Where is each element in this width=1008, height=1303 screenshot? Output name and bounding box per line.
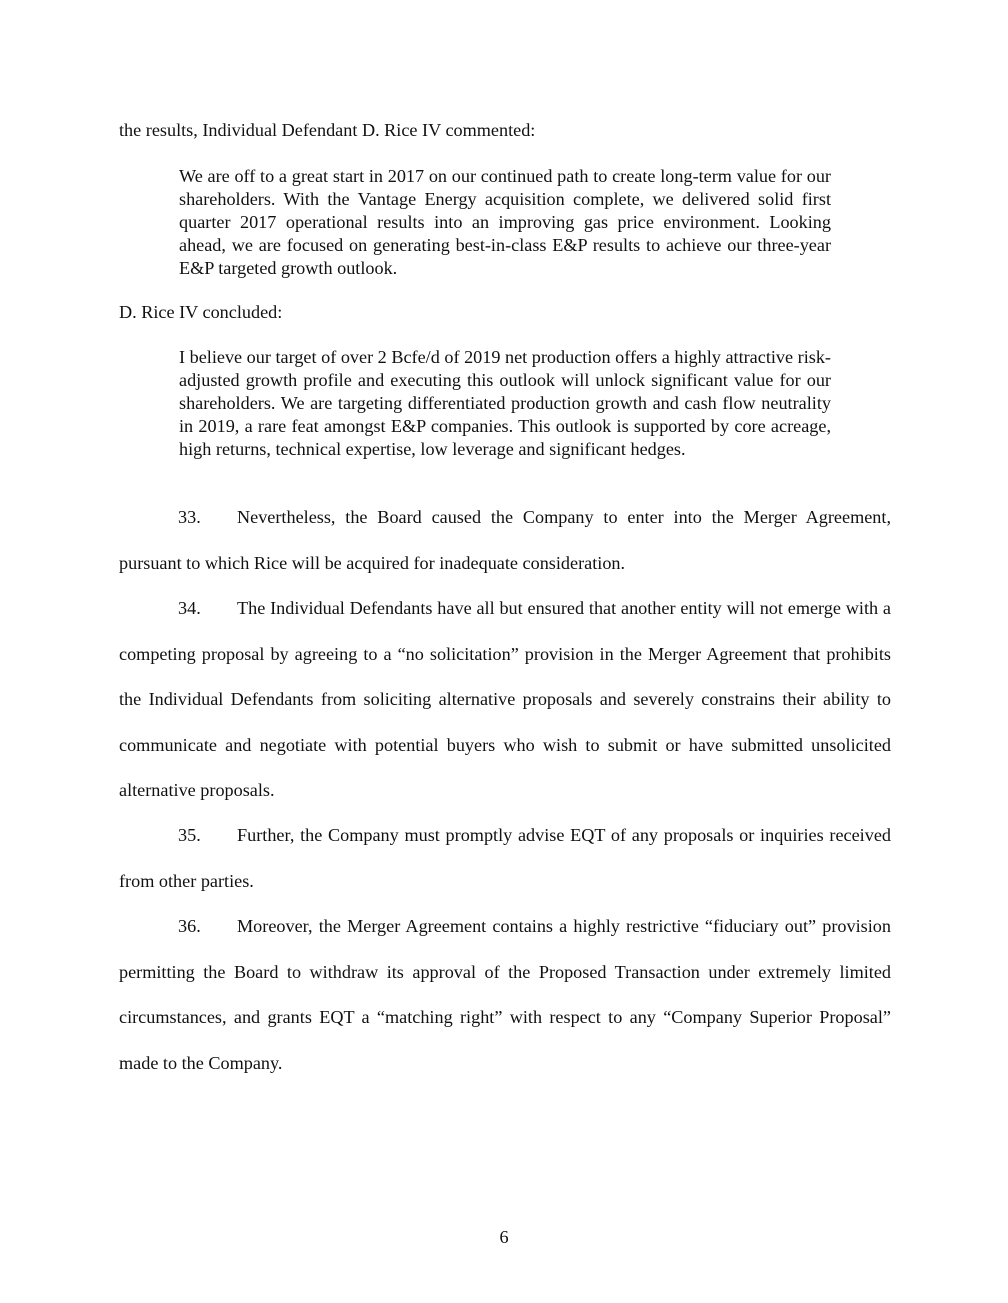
paragraph-36 [119, 904, 891, 1086]
block-quote-1: We are off to a great start in 2017 on our continued path to create long-term value for our shareholders. With the Vantage Energy acquisition complete, we delivered solid first quarter 2017 operational results into an improving gas price environment. Looking ahead, we are focused on generating best-in-class E&P results to achieve our three-year E&P targeted growth outlook. [179, 166, 831, 278]
paragraph-33 [119, 495, 891, 586]
paragraph-number: 35. [178, 825, 201, 845]
page-number: 6 [499, 1227, 509, 1247]
paragraph-number: 33. [178, 507, 201, 527]
paragraph-text: Further, the Company must promptly advise EQT of any proposals or inquiries received from other parties. [119, 825, 891, 891]
concluded-line: D. Rice IV concluded: [119, 302, 283, 322]
paragraph-text: Nevertheless, the Board caused the Company to enter into the Merger Agreement, pursuant to which Rice will be acquired for inadequate consideration. [119, 507, 891, 573]
block-quote-2: I believe our target of over 2 Bcfe/d of 2019 net production offers a highly attractive risk-adjusted growth profile and executing this outlook will unlock significant value for our shareholders. We are targeting differentiated production growth and cash flow neutrality in 2019, a rare feat amongst E&P companies. This outlook is supported by core acreage, high returns, technical expertise, low leverage and significant hedges. [179, 347, 831, 459]
paragraph-number: 36. [178, 916, 201, 936]
paragraph-34 [119, 586, 891, 814]
paragraph-35 [119, 813, 891, 904]
paragraph-text: Moreover, the Merger Agreement contains a highly restrictive “fiduciary out” provision permitting the Board to withdraw its approval of the Proposed Transaction under extremely limited circumstances, and grants EQT a “matching right” with respect to any “Company Superior Proposal” made to the Company. [119, 916, 891, 1073]
paragraph-text: The Individual Defendants have all but ensured that another entity will not emerge with a competing proposal by agreeing to a “no solicitation” provision in the Merger Agreement that prohibits the Individual Defendants from soliciting alternative proposals and severely constrains their ability to communicate and negotiate with potential buyers who wish to submit or have submitted unsolicited alternative proposals. [119, 598, 891, 800]
intro-line: the results, Individual Defendant D. Rice IV commented: [119, 120, 536, 140]
paragraph-number: 34. [178, 598, 201, 618]
